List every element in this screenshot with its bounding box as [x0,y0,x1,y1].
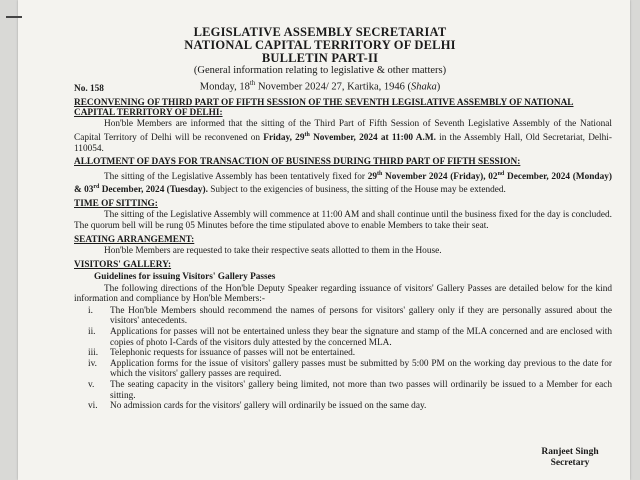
reconvening-text: Hon'ble Members are informed that the sitting of the Third Part of Fifth Session of Seventh Legislative Assembly of the National Capital Territory of Delhi will be reconvened on Friday, 29th November, 2024 at 11:00 A.M. in the Assembly Hall, Old Secretariat, Delhi-110054. [74,119,612,154]
gallery-intro: The following directions of the Hon'ble Deputy Speaker regarding issuance of visitors' Gallery Passes are detailed below for the kind information and compliance by Hon'ble Members:- [74,283,612,305]
allotment-heading: ALLOTMENT OF DAYS FOR TRANSACTION OF BUSINESS DURING THIRD PART OF FIFTH SESSION: [74,157,521,168]
list-item: vi. No admission cards for the visitors' gallery will ordinarily be issued on the same day. [88,401,427,412]
scan-mark [6,16,22,18]
list-item: v. The seating capacity in the visitors' gallery being limited, not more than two passes will ordinarily be issued to a Member for each sitting. [88,380,612,401]
signatory-title: Secretary [550,458,590,468]
list-item: iii. Telephonic requests for issuance of passes will not be entertained. [88,348,356,359]
header-line-1: LEGISLATIVE ASSEMBLY SECRETARIAT [193,25,447,39]
time-heading: TIME OF SITTING: [74,199,158,210]
seating-text: Hon'ble Members are requested to take their respective seats allotted to them in the House. [104,246,442,257]
signatory-name: Ranjeet Singh [541,447,599,457]
seating-heading: SEATING ARRANGEMENT: [74,234,195,245]
header-line-3: BULLETIN PART-II [261,51,379,65]
bulletin-body [74,84,612,412]
gallery-heading: VISITORS' GALLERY: [74,259,172,270]
gallery-subheading: Guidelines for issuing Visitors' Gallery Passes [94,272,276,283]
header-line-4: (General information relating to legislative & other matters) [193,65,447,76]
list-item: i. The Hon'ble Members should recommend the names of persons for visitors' gallery only if they are personally assured about the visitors' antecedents. [88,305,612,327]
header-date: Monday, 18th November 2024/ 27, Kartika, 1946 (Shaka) [199,79,441,93]
allotment-text: The sitting of the Legislative Assembly has been tentatively fixed for 29th November 2024 (Friday), 02nd December, 2024 (Monday) & 03rd December, 2024 (Tuesday). Subject to the exigencies of business, the sitting of the House may be extended. [74,170,612,196]
list-item: ii. Applications for passes will not be entertained unless they bear the signature and stamp of the MLA concerned and are enclosed with copies of photo I-Cards of the visitors duly attested by the concerned MLA. [88,327,612,348]
reconvening-heading: RECONVENING OF THIRD PART OF FIFTH SESSION OF THE SEVENTH LEGISLATIVE ASSEMBLY OF NATIONAL CAPITAL TERRITORY OF DELHI: [74,97,574,118]
time-text: The sitting of the Legislative Assembly will commence at 11:00 AM and shall continue until the business fixed for the day is concluded. The quorum bell will be rung 05 Minutes before the time stipulated above to enable Members to take their seat. [74,210,612,232]
gallery-guidelines-list [74,306,612,412]
header-line-2: NATIONAL CAPITAL TERRITORY OF DELHI [184,38,456,52]
list-item: iv. Application forms for the issue of visitors' gallery passes must be submitted by 5:00 PM on the working day previous to the date for which the visitors' gallery passes are required. [88,358,612,380]
bulletin-number: No. 158 [74,84,104,94]
signature-block [525,447,615,469]
